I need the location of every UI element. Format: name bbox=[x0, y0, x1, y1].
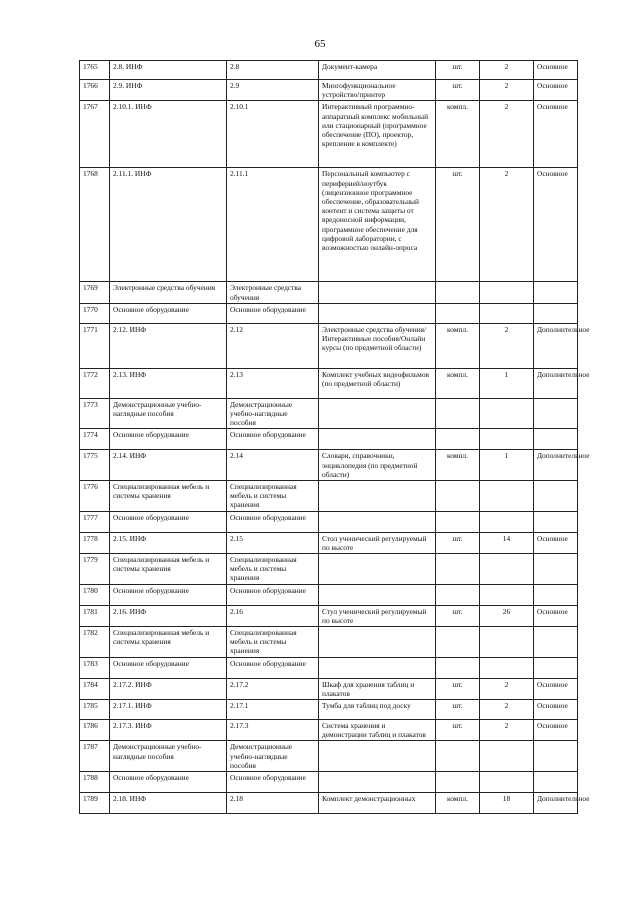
item-code-cell: 2.10.1. ИНФ bbox=[110, 101, 227, 168]
quantity-cell: 2 bbox=[480, 101, 534, 168]
row-number-cell: 1782 bbox=[80, 627, 110, 658]
equipment-type-cell bbox=[534, 627, 578, 658]
equipment-type-cell: Дополнительное bbox=[534, 323, 578, 368]
quantity-cell: 1 bbox=[480, 368, 534, 398]
table-row bbox=[80, 605, 578, 626]
quantity-cell bbox=[480, 429, 534, 450]
equipment-type-cell: Основное bbox=[534, 168, 578, 282]
unit-cell: шт. bbox=[436, 700, 480, 720]
equipment-type-cell: Основное bbox=[534, 720, 578, 741]
unit-cell: шт. bbox=[436, 605, 480, 626]
item-name-cell bbox=[319, 772, 436, 793]
quantity-cell: 2 bbox=[480, 80, 534, 101]
equipment-type-cell: Основное bbox=[534, 678, 578, 699]
table-row bbox=[80, 700, 578, 720]
item-code-cell: 2.11.1. ИНФ bbox=[110, 168, 227, 282]
equipment-type-cell: Основное bbox=[534, 532, 578, 553]
unit-cell bbox=[436, 511, 480, 532]
equipment-type-cell bbox=[534, 398, 578, 429]
section-cell: 2.18 bbox=[227, 793, 319, 814]
table-body bbox=[80, 61, 590, 814]
table-row bbox=[80, 398, 578, 429]
item-code-cell: Специализированная мебель и системы хранения bbox=[110, 481, 227, 512]
table-row bbox=[80, 61, 578, 80]
item-name-cell bbox=[319, 657, 436, 678]
item-code-cell: 2.13. ИНФ bbox=[110, 368, 227, 398]
equipment-type-cell: Основное bbox=[534, 605, 578, 626]
unit-cell bbox=[436, 398, 480, 429]
quantity-cell bbox=[480, 741, 534, 772]
quantity-cell bbox=[480, 657, 534, 678]
item-code-cell: Основное оборудование bbox=[110, 429, 227, 450]
section-cell: 2.9 bbox=[227, 80, 319, 101]
item-name-cell: Документ-камера bbox=[319, 61, 436, 80]
item-code-cell: Демонстрационные учебно-наглядные пособия bbox=[110, 398, 227, 429]
item-name-cell: Стул ученический регулируемый по высоте bbox=[319, 605, 436, 626]
section-cell: Основное оборудование bbox=[227, 429, 319, 450]
table-row bbox=[80, 168, 578, 282]
table-row bbox=[80, 511, 578, 532]
equipment-type-cell: Основное bbox=[534, 700, 578, 720]
section-cell: 2.10.1 bbox=[227, 101, 319, 168]
table-row bbox=[80, 532, 578, 553]
section-cell: 2.17.1 bbox=[227, 700, 319, 720]
table-row bbox=[80, 554, 578, 585]
quantity-cell bbox=[480, 303, 534, 323]
section-cell: Демонстрационные учебно-наглядные пособия bbox=[227, 398, 319, 429]
unit-cell: компл. bbox=[436, 450, 480, 481]
unit-cell bbox=[436, 429, 480, 450]
row-number-cell: 1785 bbox=[80, 700, 110, 720]
section-cell: Демонстрационные учебно-наглядные пособия bbox=[227, 741, 319, 772]
section-cell: 2.17.3 bbox=[227, 720, 319, 741]
item-code-cell: 2.18. ИНФ bbox=[110, 793, 227, 814]
equipment-type-cell bbox=[534, 554, 578, 585]
table-row bbox=[80, 101, 578, 168]
item-name-cell: Словари, справочники, энциклопедия (по предметной области) bbox=[319, 450, 436, 481]
quantity-cell: 2 bbox=[480, 678, 534, 699]
item-code-cell: 2.17.1. ИНФ bbox=[110, 700, 227, 720]
section-cell: Специализированная мебель и системы хранения bbox=[227, 481, 319, 512]
item-name-cell bbox=[319, 481, 436, 512]
unit-cell bbox=[436, 627, 480, 658]
item-name-cell bbox=[319, 429, 436, 450]
unit-cell: шт. bbox=[436, 678, 480, 699]
item-name-cell bbox=[319, 627, 436, 658]
row-number-cell: 1778 bbox=[80, 532, 110, 553]
row-number-cell: 1777 bbox=[80, 511, 110, 532]
quantity-cell bbox=[480, 584, 534, 605]
equipment-type-cell bbox=[534, 481, 578, 512]
equipment-type-cell: Дополнительное bbox=[534, 450, 578, 481]
quantity-cell: 2 bbox=[480, 323, 534, 368]
unit-cell bbox=[436, 303, 480, 323]
section-cell: Основное оборудование bbox=[227, 657, 319, 678]
row-number-cell: 1780 bbox=[80, 584, 110, 605]
item-code-cell: Основное оборудование bbox=[110, 657, 227, 678]
item-name-cell: Комплект учебных видеофильмов (по предметной области) bbox=[319, 368, 436, 398]
section-cell: 2.14 bbox=[227, 450, 319, 481]
row-number-cell: 1787 bbox=[80, 741, 110, 772]
item-code-cell: 2.9. ИНФ bbox=[110, 80, 227, 101]
item-name-cell: Стол ученический регулируемый по высоте bbox=[319, 532, 436, 553]
item-name-cell: Интерактивный программно-аппаратный комплекс мобильный или стационарный (программное обеспечение (ПО), проектор, крепление в комплекте) bbox=[319, 101, 436, 168]
row-number-cell: 1783 bbox=[80, 657, 110, 678]
unit-cell bbox=[436, 481, 480, 512]
section-cell: 2.16 bbox=[227, 605, 319, 626]
row-number-cell: 1767 bbox=[80, 101, 110, 168]
table-row bbox=[80, 303, 578, 323]
section-cell: 2.8 bbox=[227, 61, 319, 80]
item-name-cell: Тумба для таблиц под доску bbox=[319, 700, 436, 720]
table-row bbox=[80, 481, 578, 512]
quantity-cell bbox=[480, 282, 534, 303]
unit-cell: шт. bbox=[436, 720, 480, 741]
item-name-cell bbox=[319, 303, 436, 323]
unit-cell bbox=[436, 554, 480, 585]
row-number-cell: 1769 bbox=[80, 282, 110, 303]
table-row bbox=[80, 80, 578, 101]
section-cell: 2.13 bbox=[227, 368, 319, 398]
section-cell: Электронные средства обучения bbox=[227, 282, 319, 303]
section-cell: Основное оборудование bbox=[227, 584, 319, 605]
item-name-cell: Электронные средства обучения/Интерактивные пособия/Онлайн курсы (по предметной области) bbox=[319, 323, 436, 368]
unit-cell bbox=[436, 772, 480, 793]
section-cell: Основное оборудование bbox=[227, 511, 319, 532]
quantity-cell: 2 bbox=[480, 61, 534, 80]
unit-cell bbox=[436, 741, 480, 772]
row-number-cell: 1770 bbox=[80, 303, 110, 323]
item-code-cell: 2.14. ИНФ bbox=[110, 450, 227, 481]
quantity-cell bbox=[480, 627, 534, 658]
item-code-cell: Основное оборудование bbox=[110, 772, 227, 793]
equipment-type-cell bbox=[534, 303, 578, 323]
quantity-cell: 26 bbox=[480, 605, 534, 626]
quantity-cell: 2 bbox=[480, 720, 534, 741]
equipment-type-cell bbox=[534, 772, 578, 793]
unit-cell: компл. bbox=[436, 101, 480, 168]
section-cell: Основное оборудование bbox=[227, 303, 319, 323]
section-cell: 2.12 bbox=[227, 323, 319, 368]
item-name-cell bbox=[319, 282, 436, 303]
item-name-cell: Шкаф для хранения таблиц и плакатов bbox=[319, 678, 436, 699]
quantity-cell: 2 bbox=[480, 700, 534, 720]
item-name-cell bbox=[319, 741, 436, 772]
table-row bbox=[80, 368, 578, 398]
equipment-type-cell bbox=[534, 741, 578, 772]
row-number-cell: 1765 bbox=[80, 61, 110, 80]
item-code-cell: Электронные средства обучения bbox=[110, 282, 227, 303]
item-code-cell: 2.15. ИНФ bbox=[110, 532, 227, 553]
item-code-cell: Основное оборудование bbox=[110, 511, 227, 532]
row-number-cell: 1773 bbox=[80, 398, 110, 429]
item-code-cell: Демонстрационные учебно-наглядные пособия bbox=[110, 741, 227, 772]
table-row bbox=[80, 282, 578, 303]
item-code-cell: 2.12. ИНФ bbox=[110, 323, 227, 368]
table-row bbox=[80, 323, 578, 368]
table-row bbox=[80, 720, 578, 741]
quantity-cell bbox=[480, 398, 534, 429]
item-code-cell: 2.17.3. ИНФ bbox=[110, 720, 227, 741]
quantity-cell bbox=[480, 554, 534, 585]
item-code-cell: 2.16. ИНФ bbox=[110, 605, 227, 626]
quantity-cell: 14 bbox=[480, 532, 534, 553]
quantity-cell bbox=[480, 481, 534, 512]
section-cell: Специализированная мебель и системы хранения bbox=[227, 627, 319, 658]
quantity-cell: 18 bbox=[480, 793, 534, 814]
equipment-type-cell: Дополнительное bbox=[534, 368, 578, 398]
item-name-cell bbox=[319, 398, 436, 429]
item-name-cell: Персональный компьютер с периферией/ноутбук (лицензионное программное обеспечение, образовательный контент и система защиты от вредоносной информации, программное обеспечение для цифровой лаборатории, с возможностью онлайн-опроса bbox=[319, 168, 436, 282]
item-name-cell: Многофункциональное устройство/принтер bbox=[319, 80, 436, 101]
row-number-cell: 1768 bbox=[80, 168, 110, 282]
equipment-type-cell bbox=[534, 657, 578, 678]
item-code-cell: Специализированная мебель и системы хранения bbox=[110, 554, 227, 585]
table-row bbox=[80, 741, 578, 772]
row-number-cell: 1779 bbox=[80, 554, 110, 585]
quantity-cell: 1 bbox=[480, 450, 534, 481]
equipment-type-cell: Основное bbox=[534, 101, 578, 168]
row-number-cell: 1775 bbox=[80, 450, 110, 481]
table-row bbox=[80, 627, 578, 658]
item-name-cell: Система хранения и демонстрации таблиц и плакатов bbox=[319, 720, 436, 741]
section-cell: 2.15 bbox=[227, 532, 319, 553]
equipment-type-cell: Дополнительное bbox=[534, 793, 578, 814]
table-row bbox=[80, 429, 578, 450]
row-number-cell: 1766 bbox=[80, 80, 110, 101]
table-row bbox=[80, 450, 578, 481]
item-name-cell bbox=[319, 554, 436, 585]
item-code-cell: 2.17.2. ИНФ bbox=[110, 678, 227, 699]
quantity-cell bbox=[480, 511, 534, 532]
row-number-cell: 1788 bbox=[80, 772, 110, 793]
item-code-cell: Специализированная мебель и системы хранения bbox=[110, 627, 227, 658]
item-code-cell: 2.8. ИНФ bbox=[110, 61, 227, 80]
unit-cell bbox=[436, 657, 480, 678]
unit-cell bbox=[436, 584, 480, 605]
unit-cell: компл. bbox=[436, 793, 480, 814]
table-row bbox=[80, 772, 578, 793]
table-row bbox=[80, 657, 578, 678]
section-cell: 2.11.1 bbox=[227, 168, 319, 282]
row-number-cell: 1784 bbox=[80, 678, 110, 699]
row-number-cell: 1772 bbox=[80, 368, 110, 398]
unit-cell: компл. bbox=[436, 368, 480, 398]
table-row bbox=[80, 793, 578, 814]
equipment-type-cell: Основное bbox=[534, 61, 578, 80]
section-cell: 2.17.2 bbox=[227, 678, 319, 699]
item-name-cell bbox=[319, 511, 436, 532]
unit-cell: шт. bbox=[436, 80, 480, 101]
page-number: 65 bbox=[314, 38, 326, 50]
row-number-cell: 1771 bbox=[80, 323, 110, 368]
unit-cell bbox=[436, 282, 480, 303]
unit-cell: шт. bbox=[436, 532, 480, 553]
unit-cell: шт. bbox=[436, 168, 480, 282]
row-number-cell: 1781 bbox=[80, 605, 110, 626]
quantity-cell: 2 bbox=[480, 168, 534, 282]
unit-cell: компл. bbox=[436, 323, 480, 368]
item-code-cell: Основное оборудование bbox=[110, 303, 227, 323]
item-name-cell: Комплект демонстрационных bbox=[319, 793, 436, 814]
item-name-cell bbox=[319, 584, 436, 605]
row-number-cell: 1789 bbox=[80, 793, 110, 814]
section-cell: Специализированная мебель и системы хранения bbox=[227, 554, 319, 585]
table-row bbox=[80, 584, 578, 605]
equipment-table bbox=[79, 60, 590, 814]
section-cell: Основное оборудование bbox=[227, 772, 319, 793]
row-number-cell: 1774 bbox=[80, 429, 110, 450]
equipment-type-cell: Основное bbox=[534, 80, 578, 101]
equipment-type-cell bbox=[534, 282, 578, 303]
table-row bbox=[80, 678, 578, 699]
row-number-cell: 1776 bbox=[80, 481, 110, 512]
quantity-cell bbox=[480, 772, 534, 793]
equipment-type-cell bbox=[534, 429, 578, 450]
row-number-cell: 1786 bbox=[80, 720, 110, 741]
equipment-type-cell bbox=[534, 584, 578, 605]
item-code-cell: Основное оборудование bbox=[110, 584, 227, 605]
equipment-type-cell bbox=[534, 511, 578, 532]
unit-cell: шт. bbox=[436, 61, 480, 80]
